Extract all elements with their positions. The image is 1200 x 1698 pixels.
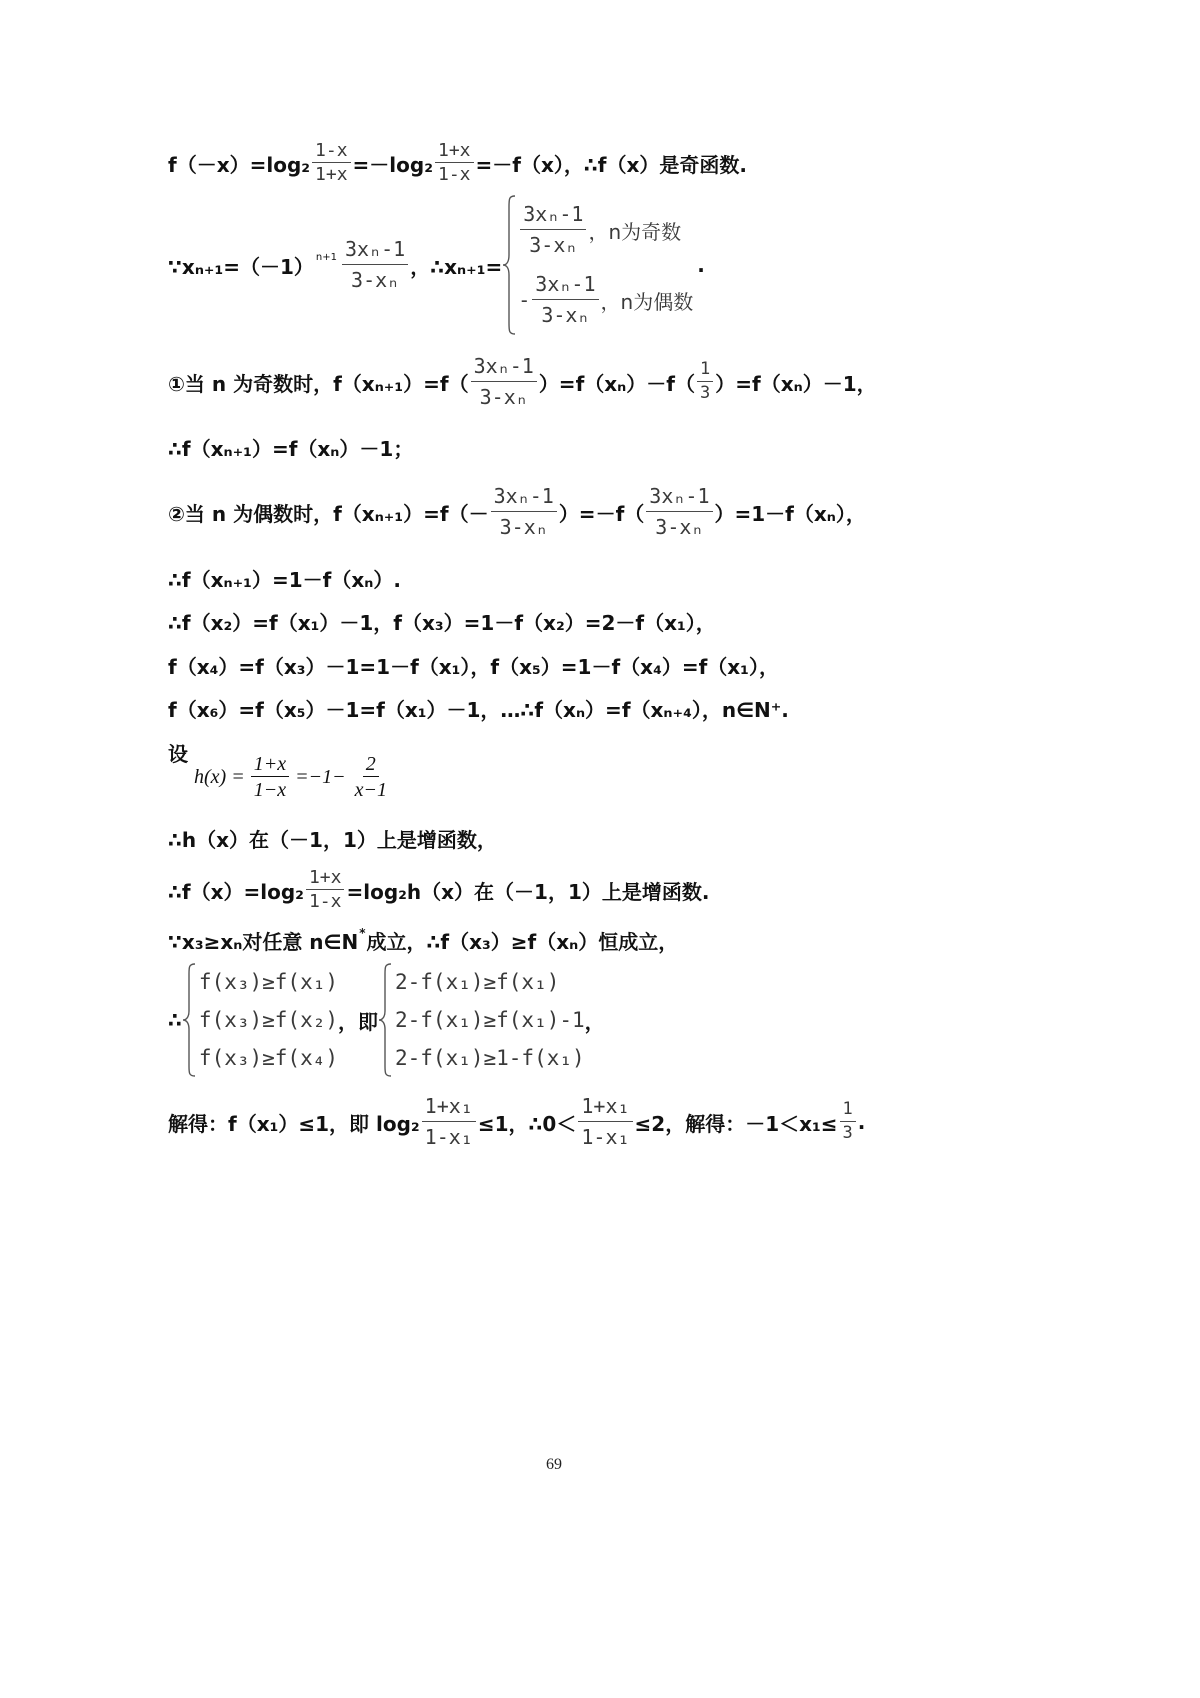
superscript-star: * [359,926,366,940]
math-text: =log₂h（x）在（－1，1）上是增函数. [346,879,710,904]
fraction-numerator: 2 [363,753,379,777]
math-text: f（x₄）=f（x₃）－1=1－f（x₁），f（x₅）=1－f（x₄）=f（x₁）， [168,654,779,679]
math-text: 解得：f（x₁）≤1，即 log₂ [168,1111,420,1136]
math-text: ）=－f（ [558,501,645,526]
math-text: f（－x）=log₂ [168,152,311,177]
solution-line-9 [168,693,789,723]
solution-line-11 [168,823,497,853]
fraction-denominator: 3-xₙ [655,515,704,539]
math-text: ∴ [168,1008,182,1032]
case-row-even [518,265,693,335]
solution-line-4 [168,432,413,462]
fraction-denominator: 3-xₙ [351,268,400,292]
math-text: =－f（x），∴f（x）是奇函数. [475,152,747,177]
fraction-numerator: 3xₙ-1 [520,201,586,230]
piecewise-cases [502,195,693,335]
fraction-denominator: 1-x₁ [424,1125,473,1149]
left-brace [378,963,392,1077]
math-text: ①当 n 为奇数时，f（xₙ₊₁）=f（ [168,371,469,396]
solution-line-12 [168,865,709,915]
fraction-denominator: 3-xₙ [529,233,578,257]
system-rows [395,963,585,1077]
solution-line-7 [168,606,716,636]
math-text: ∴f（xₙ₊₁）=f（xₙ）－1； [168,436,414,461]
system-row: f(x₃)≥f(x₁) [198,970,338,994]
fraction-numerator: 1-x [312,141,351,163]
fraction-numerator: 3xₙ-1 [532,271,598,300]
fraction [342,236,408,294]
case-condition: ，n为偶数 [600,289,694,314]
fraction-numerator: 1+x [306,868,345,890]
left-brace [182,963,196,1077]
solution-line-10-label [168,740,188,764]
formula-text: h(x) = [194,765,245,788]
math-text: 设 [168,741,188,766]
fraction [352,753,390,801]
fraction-numerator: 1 [697,360,713,382]
fraction [435,141,474,185]
system-row: f(x₃)≥f(x₄) [198,1046,338,1070]
fraction-numerator: 1 [840,1100,856,1122]
case-row-odd [518,195,693,265]
fraction-numerator: 1+x₁ [578,1093,632,1122]
math-text: ）=1－f（xₙ）， [714,501,866,526]
fraction-denominator: 1+x [315,164,348,185]
fraction [578,1093,632,1151]
inequality-system-2 [378,963,585,1077]
formula-text: =−1− [295,765,346,788]
math-text: 成立，∴f（x₃）≥f（xₙ）恒成立， [366,929,679,954]
fraction [697,360,713,403]
fraction-denominator: 1-x₁ [581,1125,630,1149]
math-text: . [697,253,705,277]
inequality-system-1 [182,963,338,1077]
math-text: . [857,1110,866,1134]
solution-line-13 [168,925,678,955]
fraction-denominator: 3-xₙ [541,303,590,327]
math-text: ②当 n 为偶数时，f（xₙ₊₁）=f（－ [168,501,489,526]
math-text: ∵x₃≥xₙ对任意 n∈N [168,929,359,954]
fraction-denominator: 3 [699,383,711,403]
solution-line-5 [168,480,866,544]
left-brace-path [183,964,195,1076]
fraction-numerator: 1+x [251,753,289,777]
page-number: 69 [546,1456,562,1473]
fraction-numerator: 3xₙ-1 [646,483,712,512]
system-row: 2-f(x₁)≥f(x₁) [395,970,560,994]
fraction [532,271,598,329]
system-row: f(x₃)≥f(x₂) [198,1008,338,1032]
system-row: 2-f(x₁)≥f(x₁)-1 [395,1008,585,1032]
minus-sign: - [518,288,531,312]
fraction-denominator: 3-xₙ [499,515,548,539]
math-text: ∴f（xₙ₊₁）=1－f（xₙ）. [168,567,401,592]
fraction-denominator: 1-x [308,891,342,912]
fraction-denominator: 1−x [253,779,287,801]
system-row: 2-f(x₁)≥1-f(x₁) [395,1046,585,1070]
fraction [306,868,345,912]
solution-line-2 [168,195,705,335]
math-text: ）=f（xₙ）－1， [715,371,877,396]
solution-line-15 [168,1092,865,1152]
math-text: ∴f（x₂）=f（x₁）－1，f（x₃）=1－f（x₂）=2－f（x₁）， [168,610,716,635]
left-brace-path [379,964,391,1076]
solution-line-10-formula [193,753,395,801]
fraction [646,483,712,541]
fraction [422,1093,476,1151]
case-rows [518,195,693,335]
math-text: ≤2，解得：－1＜x₁≤ [634,1111,838,1136]
math-text: ∴f（x）=log₂ [168,879,304,904]
system-rows [199,963,338,1077]
fraction [251,753,289,801]
math-text: ≤1，∴0＜ [477,1111,577,1136]
solution-line-6 [168,563,401,593]
solution-line-8 [168,650,779,680]
math-text: ，∴xₙ₊₁= [410,254,503,279]
solution-line-1 [168,138,747,188]
fraction [840,1100,856,1143]
fraction [491,483,557,541]
fraction [312,141,351,185]
fraction-denominator: x−1 [354,779,387,801]
math-text: ， [584,1009,605,1034]
math-text: ∴h（x）在（－1，1）上是增函数， [168,827,497,852]
fraction-denominator: 1-x [437,164,471,185]
exponent: n+1 [315,251,338,263]
fraction-numerator: 1+x [435,141,474,163]
fraction-numerator: 3xₙ-1 [342,236,408,265]
fraction [520,201,586,259]
case-condition: ，n为奇数 [588,219,682,244]
fraction-numerator: 3xₙ-1 [491,483,557,512]
fraction-denominator: 3 [842,1123,853,1143]
left-brace-path [503,196,515,334]
fraction-numerator: 3xₙ-1 [471,353,537,382]
solution-line-14 [168,963,605,1077]
math-text: f（x₆）=f（x₅）－1=f（x₁）－1，…∴f（xₙ）=f（xₙ₊₄），n∈N⁺. [168,697,789,722]
fraction-numerator: 1+x₁ [422,1093,476,1122]
fraction-denominator: 3-xₙ [479,385,528,409]
solution-line-3 [168,350,877,414]
left-brace [502,195,516,335]
fraction [471,353,537,411]
math-text: ，即 [338,1009,378,1034]
math-text: ∵xₙ₊₁=（－1） [168,254,314,279]
math-text: ）=f（xₙ）－f（ [538,371,695,396]
math-text: =－log₂ [352,152,433,177]
